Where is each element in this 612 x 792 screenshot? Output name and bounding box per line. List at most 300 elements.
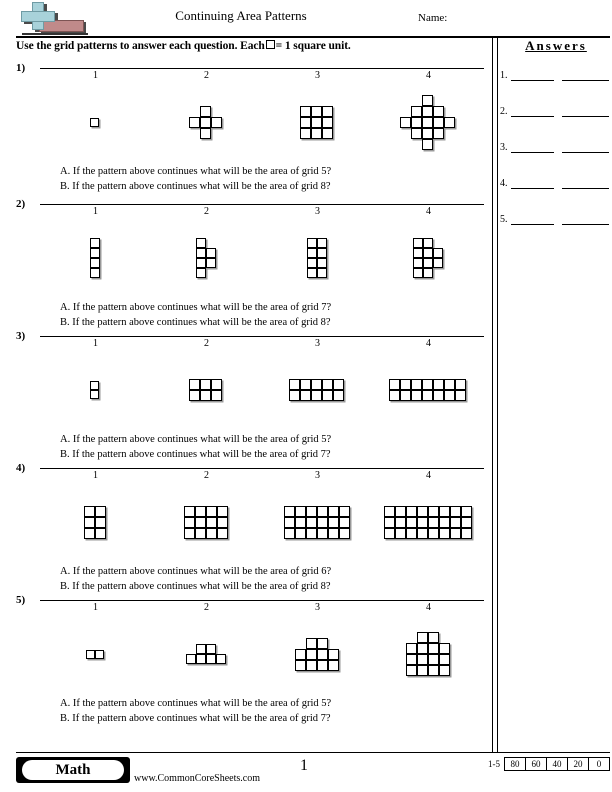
question-number: 4) — [16, 462, 26, 474]
grid-cell — [423, 248, 433, 258]
grid-cell — [216, 654, 226, 664]
grid-cell — [328, 649, 339, 660]
grid-cell — [90, 268, 100, 278]
grid-shape-row — [40, 354, 484, 428]
grid-cell — [389, 390, 400, 401]
grid-cell — [439, 517, 450, 528]
page-header — [0, 0, 612, 36]
grid-cell — [300, 117, 311, 128]
grid-shape-row — [40, 222, 484, 296]
grid-labels — [40, 602, 484, 613]
answer-row — [500, 166, 612, 202]
answers-divider — [492, 36, 498, 752]
grid-cell — [461, 517, 472, 528]
grid-cell — [428, 654, 439, 665]
grid-cell — [200, 390, 211, 401]
instructions-text-part1: Use the grid patterns to answer each question. Each — [16, 40, 265, 52]
grid-cell — [413, 258, 423, 268]
score-cell: 0 — [596, 759, 602, 769]
grid-cell — [317, 506, 328, 517]
answers-column — [500, 38, 612, 238]
subject-badge — [16, 757, 130, 783]
grid-cell — [422, 379, 433, 390]
grid-shape-rect-2x4-plus-2 — [413, 238, 445, 280]
grid-shape-slot — [40, 222, 151, 296]
grid-cell — [84, 528, 95, 539]
grid-cell — [184, 528, 195, 539]
grid-cell — [289, 390, 300, 401]
answer-row — [500, 58, 612, 94]
grid-cell — [433, 248, 443, 258]
grid-cell — [417, 643, 428, 654]
grid-cell — [196, 238, 206, 248]
grid-shape-slot — [262, 86, 373, 160]
grid-cell — [417, 528, 428, 539]
grid-shape-slot — [40, 86, 151, 160]
grid-shape-rect-4x3 — [184, 506, 230, 541]
grid-cell — [300, 128, 311, 139]
grid-cell — [311, 128, 322, 139]
grid-cell — [306, 528, 317, 539]
grid-shape-column-4-plus-2 — [196, 238, 218, 280]
grid-cell — [333, 390, 344, 401]
grid-cell — [90, 248, 100, 258]
score-table — [488, 757, 610, 771]
grid-cell — [400, 390, 411, 401]
grid-cell — [306, 517, 317, 528]
grid-cell — [295, 528, 306, 539]
grid-cell — [411, 128, 422, 139]
grid-cell — [389, 379, 400, 390]
grid-shape-slot — [373, 86, 484, 160]
grid-cell — [422, 390, 433, 401]
question-rule — [40, 468, 484, 469]
grid-cell — [395, 517, 406, 528]
grid-cell — [455, 379, 466, 390]
prompt-a: A. If the pattern above continues what will be the area of grid 5? — [60, 166, 332, 177]
grid-shape-rect-2x3 — [84, 506, 108, 541]
grid-cell — [211, 379, 222, 390]
grid-cell — [317, 660, 328, 671]
grid-labels — [40, 470, 484, 481]
grid-shape-slot — [40, 618, 151, 692]
grid-cell — [317, 268, 327, 278]
grid-cell — [411, 390, 422, 401]
grid-cell — [428, 528, 439, 539]
grid-shape-row — [40, 618, 484, 692]
grid-shape-rect-6x3 — [284, 506, 352, 541]
grid-shape-stair-10 — [295, 638, 341, 673]
question-prompts — [60, 300, 331, 330]
answer-row — [500, 94, 612, 130]
grid-cell — [90, 390, 99, 399]
grid-cell — [400, 379, 411, 390]
grid-cell — [423, 258, 433, 268]
grid-shape-slot — [151, 354, 262, 428]
footer-divider — [16, 752, 610, 753]
grid-cell — [196, 644, 206, 654]
grid-cell — [433, 390, 444, 401]
grid-cell — [328, 528, 339, 539]
grid-cell — [384, 528, 395, 539]
grid-cell — [184, 506, 195, 517]
grid-cell — [307, 248, 317, 258]
grid-cell — [206, 248, 216, 258]
grid-shape-rect-7x2 — [389, 379, 468, 403]
prompt-b: B. If the pattern above continues what will be the area of grid 8? — [60, 181, 331, 192]
grid-cell — [417, 665, 428, 676]
grid-cell — [307, 258, 317, 268]
grid-cell — [200, 379, 211, 390]
grid-cell — [90, 381, 99, 390]
grid-shape-slot — [151, 618, 262, 692]
grid-label: 1 — [93, 470, 98, 481]
grid-label: 1 — [93, 338, 98, 349]
grid-shape-rect-8x3 — [384, 506, 474, 541]
grid-cell — [339, 506, 350, 517]
grid-cell — [217, 506, 228, 517]
grid-cell — [461, 528, 472, 539]
score-range-label: 1-5 — [488, 759, 500, 769]
grid-cell — [95, 517, 106, 528]
grid-cell — [196, 268, 206, 278]
grid-cell — [295, 649, 306, 660]
grid-cell — [317, 238, 327, 248]
grid-shape-slot — [151, 222, 262, 296]
grid-cell — [284, 528, 295, 539]
grid-shape-slot — [151, 486, 262, 560]
grid-cell — [300, 390, 311, 401]
grid-cell — [211, 117, 222, 128]
grid-cell — [406, 517, 417, 528]
grid-cell — [317, 528, 328, 539]
grid-cell — [433, 106, 444, 117]
grid-labels — [40, 70, 484, 81]
grid-label: 2 — [204, 602, 209, 613]
grid-cell — [217, 517, 228, 528]
answer-number: 4. — [500, 178, 508, 189]
question-rule — [40, 336, 484, 337]
grid-cell — [95, 528, 106, 539]
grid-shape-stair-6 — [186, 644, 228, 666]
question-prompts — [60, 164, 331, 194]
grid-label: 4 — [426, 206, 431, 217]
grid-cell — [86, 650, 95, 659]
logo-ground-line — [22, 33, 88, 35]
grid-cell — [444, 117, 455, 128]
grid-cell — [422, 106, 433, 117]
score-cells — [504, 757, 610, 771]
grid-shape-row — [40, 86, 484, 160]
grid-cell — [300, 106, 311, 117]
grid-cell — [211, 390, 222, 401]
grid-shape-rect-5x2 — [289, 379, 346, 403]
grid-cell — [317, 638, 328, 649]
grid-cell — [95, 650, 104, 659]
score-cell: 60 — [526, 758, 547, 770]
grid-cell — [428, 665, 439, 676]
grid-cell — [450, 517, 461, 528]
answer-blank-b[interactable] — [562, 152, 609, 153]
grid-cell — [413, 268, 423, 278]
answer-blank-b[interactable] — [562, 188, 609, 189]
grid-cell — [417, 654, 428, 665]
grid-label: 3 — [315, 70, 320, 81]
grid-cell — [317, 248, 327, 258]
grid-shape-slot — [373, 486, 484, 560]
grid-cell — [406, 665, 417, 676]
grid-cell — [90, 258, 100, 268]
grid-cell — [328, 506, 339, 517]
grid-cell — [339, 517, 350, 528]
grid-cell — [400, 117, 411, 128]
grid-cell — [84, 506, 95, 517]
answer-blank-b[interactable] — [562, 224, 609, 225]
grid-cell — [196, 258, 206, 268]
grid-cell — [189, 117, 200, 128]
grid-cell — [411, 117, 422, 128]
score-cell: 80 — [505, 758, 526, 770]
grid-cell — [295, 660, 306, 671]
prompt-b: B. If the pattern above continues what will be the area of grid 8? — [60, 317, 331, 328]
grid-cell — [311, 390, 322, 401]
grid-shape-slot — [373, 618, 484, 692]
name-field-label: Name: — [418, 12, 448, 24]
grid-shape-column-4 — [90, 238, 102, 280]
question-rule — [40, 204, 484, 205]
grid-cell — [206, 644, 216, 654]
grid-cell — [450, 528, 461, 539]
grid-shape-slot — [262, 618, 373, 692]
grid-cell — [90, 118, 99, 127]
answer-row — [500, 202, 612, 238]
grid-cell — [411, 379, 422, 390]
grid-label: 4 — [426, 338, 431, 349]
answers-heading: Answers — [525, 38, 587, 53]
grid-cell — [423, 268, 433, 278]
question-number: 2) — [16, 198, 26, 210]
grid-cell — [307, 238, 317, 248]
grid-cell — [295, 506, 306, 517]
grid-cell — [433, 379, 444, 390]
grid-labels — [40, 206, 484, 217]
grid-labels — [40, 338, 484, 349]
grid-cell — [406, 654, 417, 665]
grid-cell — [311, 117, 322, 128]
answer-blank-a[interactable] — [511, 188, 554, 189]
grid-cell — [428, 517, 439, 528]
grid-cell — [306, 638, 317, 649]
grid-cell — [311, 106, 322, 117]
grid-cell — [422, 95, 433, 106]
page-title: Continuing Area Patterns — [175, 8, 307, 23]
grid-cell — [413, 238, 423, 248]
grid-cell — [406, 506, 417, 517]
grid-cell — [206, 506, 217, 517]
grid-cell — [206, 654, 216, 664]
grid-cell — [433, 117, 444, 128]
grid-cell — [417, 632, 428, 643]
grid-label: 4 — [426, 70, 431, 81]
subject-badge-label: Math — [22, 760, 124, 780]
grid-cell — [417, 517, 428, 528]
grid-cell — [444, 379, 455, 390]
grid-cell — [328, 517, 339, 528]
grid-label: 1 — [93, 70, 98, 81]
page-number: 1 — [300, 757, 308, 774]
prompt-a: A. If the pattern above continues what will be the area of grid 5? — [60, 434, 332, 445]
grid-cell — [195, 506, 206, 517]
grid-cell — [195, 517, 206, 528]
grid-cell — [317, 517, 328, 528]
grid-cell — [444, 390, 455, 401]
grid-label: 2 — [204, 70, 209, 81]
grid-shape-square-3x3 — [300, 106, 335, 141]
grid-cell — [289, 379, 300, 390]
grid-cell — [284, 517, 295, 528]
grid-label: 1 — [93, 206, 98, 217]
score-cell: 20 — [568, 758, 589, 770]
grid-cell — [322, 106, 333, 117]
grid-cell — [84, 517, 95, 528]
grid-shape-rect-1x2 — [90, 381, 101, 401]
grid-cell — [284, 506, 295, 517]
grid-label: 3 — [315, 338, 320, 349]
grid-label: 2 — [204, 206, 209, 217]
grid-cell — [428, 506, 439, 517]
answer-number: 2. — [500, 106, 508, 117]
grid-cell — [423, 238, 433, 248]
grid-shape-slot — [262, 222, 373, 296]
grid-cell — [189, 379, 200, 390]
grid-cell — [189, 390, 200, 401]
prompt-b: B. If the pattern above continues what will be the area of grid 7? — [60, 449, 331, 460]
instructions — [16, 40, 351, 52]
grid-label: 4 — [426, 470, 431, 481]
grid-cell — [333, 379, 344, 390]
grid-cell — [411, 106, 422, 117]
grid-cell — [406, 528, 417, 539]
grid-shape-rect-2x4 — [307, 238, 329, 280]
question-number: 5) — [16, 594, 26, 606]
grid-shape-stair-14 — [406, 632, 452, 678]
grid-shape-slot — [262, 354, 373, 428]
question-prompts — [60, 432, 331, 462]
grid-cell — [195, 528, 206, 539]
grid-cell — [311, 379, 322, 390]
prompt-b: B. If the pattern above continues what will be the area of grid 7? — [60, 713, 331, 724]
answer-blank-a[interactable] — [511, 224, 554, 225]
grid-shape-rect-3x2 — [189, 379, 224, 403]
grid-cell — [413, 248, 423, 258]
grid-cell — [439, 528, 450, 539]
grid-cell — [295, 517, 306, 528]
answer-blank-a[interactable] — [511, 152, 554, 153]
grid-cell — [95, 506, 106, 517]
grid-cell — [90, 238, 100, 248]
grid-label: 2 — [204, 338, 209, 349]
grid-cell — [200, 128, 211, 139]
grid-cell — [317, 258, 327, 268]
question-rule — [40, 600, 484, 601]
grid-cell — [206, 258, 216, 268]
grid-cell — [186, 654, 196, 664]
grid-cell — [322, 379, 333, 390]
grid-cell — [406, 643, 417, 654]
prompt-b: B. If the pattern above continues what will be the area of grid 8? — [60, 581, 331, 592]
grid-cell — [184, 517, 195, 528]
grid-cell — [395, 506, 406, 517]
answer-blank-a[interactable] — [511, 116, 554, 117]
answer-blank-b[interactable] — [562, 80, 609, 81]
grid-label: 3 — [315, 206, 320, 217]
grid-cell — [384, 517, 395, 528]
grid-cell — [439, 506, 450, 517]
answer-blank-b[interactable] — [562, 116, 609, 117]
grid-shape-row-2 — [86, 650, 106, 661]
grid-cell — [433, 258, 443, 268]
unit-square-icon — [266, 40, 275, 49]
grid-label: 3 — [315, 470, 320, 481]
grid-label: 3 — [315, 602, 320, 613]
grid-shape-slot — [373, 354, 484, 428]
grid-cell — [439, 665, 450, 676]
grid-cell — [339, 528, 350, 539]
grid-cell — [306, 660, 317, 671]
grid-cell — [428, 632, 439, 643]
answer-row — [500, 130, 612, 166]
grid-shape-row — [40, 486, 484, 560]
grid-shape-plus-5 — [189, 106, 224, 141]
score-cell: 40 — [547, 758, 568, 770]
grid-cell — [422, 117, 433, 128]
site-url: www.CommonCoreSheets.com — [134, 773, 261, 784]
answer-number: 5. — [500, 214, 508, 225]
question-rule — [40, 68, 484, 69]
grid-label: 1 — [93, 602, 98, 613]
grid-cell — [300, 379, 311, 390]
grid-cell — [422, 128, 433, 139]
grid-cell — [206, 528, 217, 539]
grid-cell — [317, 649, 328, 660]
grid-shape-slot — [151, 86, 262, 160]
grid-cell — [306, 506, 317, 517]
prompt-a: A. If the pattern above continues what will be the area of grid 5? — [60, 698, 332, 709]
grid-cell — [196, 248, 206, 258]
grid-cell — [450, 506, 461, 517]
question-number: 1) — [16, 62, 26, 74]
grid-cell — [306, 649, 317, 660]
grid-cell — [384, 506, 395, 517]
grid-cell — [417, 506, 428, 517]
grid-cell — [328, 660, 339, 671]
question-prompts — [60, 564, 331, 594]
answer-blank-a[interactable] — [511, 80, 554, 81]
grid-cell — [322, 128, 333, 139]
answer-number: 1. — [500, 70, 508, 81]
grid-shape-slot — [40, 354, 151, 428]
question-number: 3) — [16, 330, 26, 342]
grid-cell — [439, 654, 450, 665]
grid-cell — [200, 106, 211, 117]
grid-cell — [200, 117, 211, 128]
prompt-a: A. If the pattern above continues what will be the area of grid 7? — [60, 302, 332, 313]
grid-cell — [433, 128, 444, 139]
grid-shape-single-square — [90, 118, 101, 129]
prompt-a: A. If the pattern above continues what will be the area of grid 6? — [60, 566, 332, 577]
grid-shape-slot — [373, 222, 484, 296]
instructions-text-part2: = 1 square unit. — [275, 40, 351, 52]
